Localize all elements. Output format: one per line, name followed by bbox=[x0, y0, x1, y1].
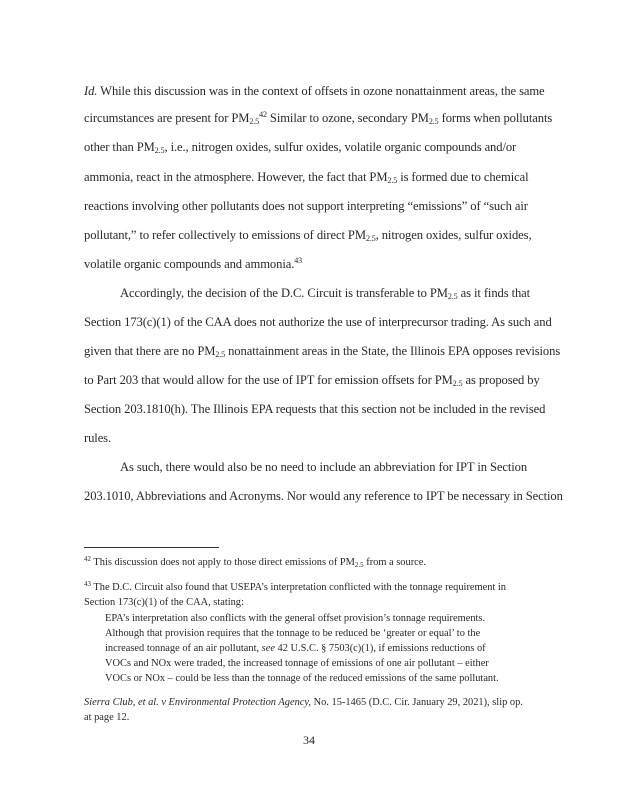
footnote-43-line-2: Section 173(c)(1) of the CAA, stating: bbox=[84, 597, 244, 608]
p1-line-1: Id. While this discussion was in the context of offsets in ozone nonattainment areas, the same bbox=[84, 84, 545, 98]
block-quote-line-1: EPA’s interpretation also conflicts with the general offset provision’s tonnage requirements. bbox=[105, 613, 486, 624]
p1-line-7: volatile organic compounds and ammonia.$^{43}$ bbox=[84, 256, 303, 271]
footnote-ref-43: 43 bbox=[294, 256, 303, 265]
p1-line-2: circumstances are present for $PM2.5^{42}$ Similar to ozone, secondary PM2.5 forms when pollutants bbox=[84, 110, 553, 126]
footnote-42: $^{42}$ This discussion does not apply to those direct emissions of PM2.5 from a source. bbox=[84, 555, 426, 569]
block-quote-line-3: increased tonnage of an air pollutant, see 42 U.S.C. § 7503(c)(1), if emissions reductions of bbox=[105, 643, 486, 654]
p1-line-6: pollutant,” to refer collectively to emissions of direct PM2.5, nitrogen oxides, sulfur oxides, bbox=[84, 228, 532, 243]
p1-line-5: reactions involving other pollutants does not support interpreting “emissions” of “such air bbox=[84, 199, 528, 213]
p2-line-1: Accordingly, the decision of the D.C. Circuit is transferable to PM2.5 as it finds that bbox=[120, 286, 531, 301]
case-citation-line-2: at page 12. bbox=[84, 712, 130, 723]
p2-line-3: given that there are no PM2.5 nonattainment areas in the State, the Illinois EPA opposes revisions bbox=[84, 344, 561, 359]
block-quote-line-4: VOCs and NOx were traded, the increased tonnage of emissions of one air pollutant – either bbox=[105, 658, 489, 669]
p3-line-2: 203.1010, Abbreviations and Acronyms. Nor would any reference to IPT be necessary in Section bbox=[84, 489, 563, 503]
block-quote-line-2: Although that provision requires that the tonnage to be reduced be ‘greater or equal’ to the bbox=[105, 628, 481, 639]
block-quote-line-5: VOCs or NOx – could be less than the tonnage of the reduced emissions of the same pollutant. bbox=[105, 673, 499, 684]
p2-line-5: Section 203.1810(h). The Illinois EPA requests that this section not be included in the revised bbox=[84, 402, 546, 416]
footnote-divider bbox=[84, 547, 219, 548]
p1-line-3: other than PM2.5, i.e., nitrogen oxides, sulfur oxides, volatile organic compounds and/or bbox=[84, 140, 517, 155]
p1-line-4: ammonia, react in the atmosphere. However, the fact that PM2.5 is formed due to chemical bbox=[84, 170, 529, 185]
case-citation-line-1: Sierra Club, et al. v Environmental Protection Agency, No. 15-1465 (D.C. Cir. January 29, 2021), slip op. bbox=[84, 697, 523, 708]
p2-line-4: to Part 203 that would allow for the use of IPT for emission offsets for PM2.5 as proposed by bbox=[84, 373, 540, 388]
p3-line-1: As such, there would also be no need to include an abbreviation for IPT in Section bbox=[120, 460, 528, 474]
footnote-ref-42: 42 bbox=[259, 110, 267, 119]
p2-line-6: rules. bbox=[84, 431, 112, 445]
page-number: 34 bbox=[303, 733, 315, 747]
footnote-43-line-1: $^{43}$ The D.C. Circuit also found that USEPA’s interpretation conflicted with the tonnage requirement in bbox=[84, 580, 506, 593]
p2-line-2: Section 173(c)(1) of the CAA does not authorize the use of interprecursor trading. As such and bbox=[84, 315, 552, 329]
